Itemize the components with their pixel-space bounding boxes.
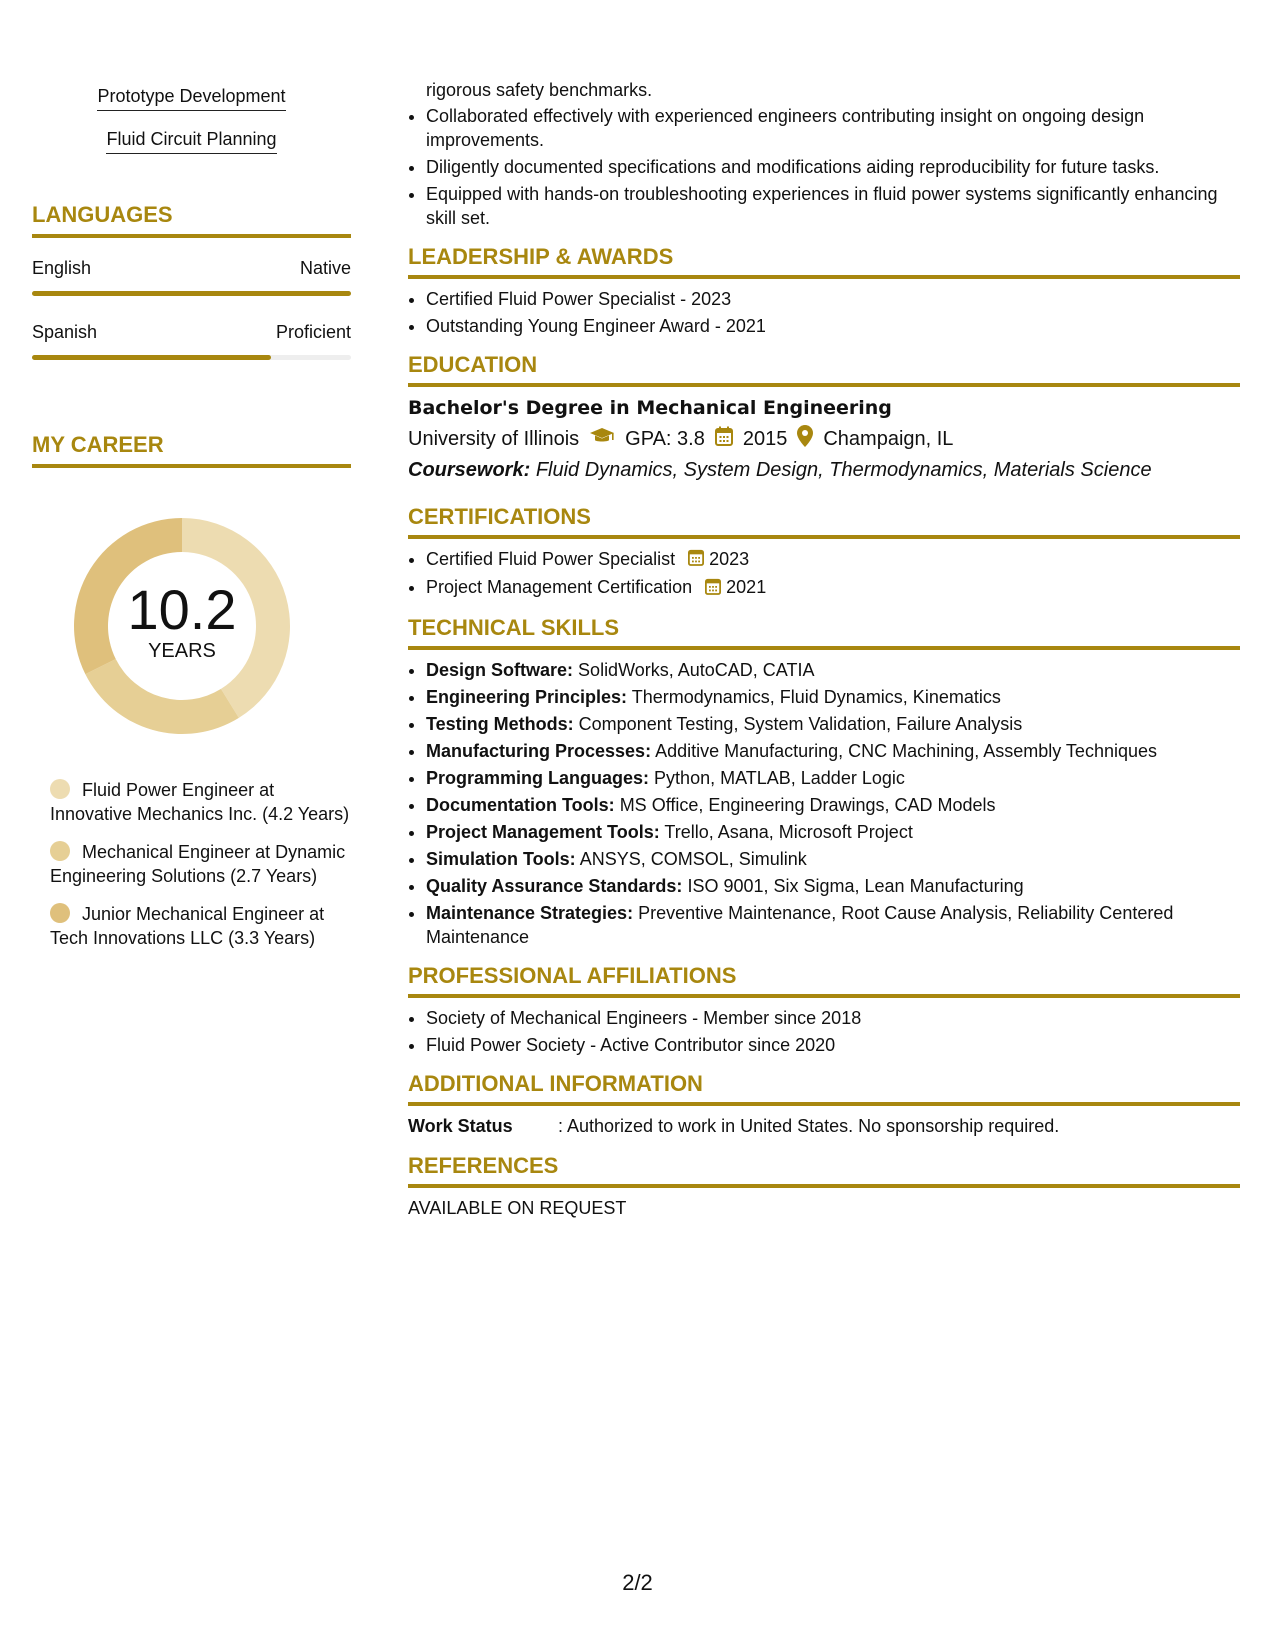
education-year: 2015	[742, 427, 788, 450]
language-english	[32, 258, 351, 296]
experience-bullet: • Collaborated effectively with experienced engineers contributing insight on ongoing design improvements.	[426, 104, 1240, 152]
skill-item	[426, 820, 1240, 844]
skill-label: Manufacturing Processes:	[426, 740, 652, 761]
skill-label: Maintenance Strategies:	[426, 902, 634, 923]
skill-label: Documentation Tools:	[426, 794, 615, 815]
references-text: AVAILABLE ON REQUEST	[408, 1197, 627, 1218]
career-donut	[66, 510, 298, 742]
skill-value: ANSYS, COMSOL, Simulink	[579, 848, 807, 869]
certification-item	[426, 575, 1240, 600]
career-role-label: Fluid Power Engineer at Innovative Mechanics Inc. (4.2 Years)	[50, 780, 350, 824]
legend-dot	[50, 841, 70, 861]
language-level: Native	[299, 258, 351, 278]
skill-label: Project Management Tools:	[426, 821, 660, 842]
affiliation-item: • Fluid Power Society - Active Contributor since 2020	[426, 1033, 1240, 1057]
skill-item	[426, 685, 1240, 709]
career-legend	[32, 778, 351, 950]
language-bar-fill	[32, 291, 351, 296]
additional-heading: ADDITIONAL INFORMATION	[408, 1071, 1240, 1106]
skill-item	[426, 739, 1240, 763]
experience-bullet: • Diligently documented specifications and modifications aiding reproducibility for future tasks.	[426, 155, 1240, 179]
career-total-unit: YEARS	[148, 640, 216, 662]
awards-heading: LEADERSHIP & AWARDS	[408, 244, 1240, 279]
right-column	[408, 78, 1240, 1219]
skill-value: Additive Manufacturing, CNC Machining, Assembly Techniques	[655, 740, 1157, 761]
experience-bullet: • Equipped with hands-on troubleshooting experiences in fluid power systems significantly enhancing skill set.	[426, 182, 1240, 230]
skill-item	[426, 712, 1240, 736]
coursework-value: Fluid Dynamics, System Design, Thermodynamics, Materials Science	[535, 459, 1152, 481]
skill-value: ISO 9001, Six Sigma, Lean Manufacturing	[687, 875, 1024, 896]
certification-name: Certified Fluid Power Specialist	[426, 549, 676, 569]
skill-value: Python, MATLAB, Ladder Logic	[654, 767, 905, 788]
skills-heading: TECHNICAL SKILLS	[408, 615, 1240, 650]
skill-label: Quality Assurance Standards:	[426, 875, 683, 896]
skill-value: Trello, Asana, Microsoft Project	[664, 821, 913, 842]
skill-value: Preventive Maintenance, Root Cause Analysis, Reliability Centered Maintenance	[426, 902, 1174, 947]
skill-item	[426, 847, 1240, 871]
coursework-label: Coursework:	[408, 459, 531, 481]
career-legend-item	[50, 840, 351, 888]
affiliations-heading: PROFESSIONAL AFFILIATIONS	[408, 963, 1240, 998]
language-bar	[32, 355, 351, 360]
skill-label: Simulation Tools:	[426, 848, 576, 869]
skill-tag: Prototype Development	[97, 86, 285, 111]
skill-item	[426, 793, 1240, 817]
skill-tag: Fluid Circuit Planning	[106, 129, 276, 154]
skill-tags	[32, 86, 351, 172]
location-pin-icon	[797, 425, 813, 453]
page-number: 2/2	[622, 1570, 653, 1595]
career-role-label: Mechanical Engineer at Dynamic Engineering Solutions (2.7 Years)	[50, 842, 346, 886]
language-spanish	[32, 322, 351, 360]
left-column	[32, 86, 351, 964]
skill-item	[426, 901, 1240, 949]
experience-continuation: rigorous safety benchmarks.	[426, 80, 653, 100]
skill-value: Component Testing, System Validation, Failure Analysis	[578, 713, 1023, 734]
legend-dot	[50, 779, 70, 799]
references-heading: REFERENCES	[408, 1153, 1240, 1188]
skill-item	[426, 874, 1240, 898]
career-role-label: Junior Mechanical Engineer at Tech Innovations LLC (3.3 Years)	[50, 904, 325, 948]
skill-item	[426, 658, 1240, 682]
work-status-value: : Authorized to work in United States. No sponsorship required.	[558, 1115, 1060, 1136]
languages-heading: LANGUAGES	[32, 202, 351, 238]
career-legend-item	[50, 902, 351, 950]
certifications-list	[408, 547, 1240, 601]
skill-label: Programming Languages:	[426, 767, 650, 788]
education-gpa: GPA: 3.8	[625, 427, 705, 450]
certifications-heading: CERTIFICATIONS	[408, 504, 1240, 539]
language-level: Proficient	[275, 322, 351, 342]
education-meta	[408, 425, 1240, 453]
skill-value: MS Office, Engineering Drawings, CAD Models	[619, 794, 996, 815]
education-location: Champaign, IL	[823, 427, 954, 450]
certification-year: 2021	[726, 577, 767, 598]
work-status-label: Work Status	[408, 1115, 513, 1136]
skill-item	[426, 766, 1240, 790]
calendar-icon	[715, 426, 733, 452]
certification-year: 2023	[709, 549, 750, 569]
career-legend-item	[50, 778, 351, 826]
certification-name: Project Management Certification	[426, 577, 693, 598]
certification-item	[426, 547, 1240, 572]
skill-label: Testing Methods:	[426, 713, 574, 734]
experience-bullets	[408, 104, 1240, 230]
graduation-cap-icon	[589, 427, 615, 451]
calendar-icon	[705, 577, 721, 601]
skill-value: SolidWorks, AutoCAD, CATIA	[578, 659, 815, 680]
skill-label: Design Software:	[426, 659, 574, 680]
education-heading: EDUCATION	[408, 352, 1240, 387]
language-bar	[32, 291, 351, 296]
affiliation-item: • Society of Mechanical Engineers - Member since 2018	[426, 1006, 1240, 1030]
award-item: • Outstanding Young Engineer Award - 2021	[426, 314, 1240, 338]
skill-label: Engineering Principles:	[426, 686, 628, 707]
skills-list	[408, 658, 1240, 949]
language-bar-fill	[32, 355, 271, 360]
education-coursework	[408, 459, 1240, 482]
awards-list	[408, 287, 1240, 338]
skill-value: Thermodynamics, Fluid Dynamics, Kinematics	[631, 686, 1001, 707]
language-name: Spanish	[32, 322, 98, 342]
affiliations-list	[408, 1006, 1240, 1057]
education-school: University of Illinois	[408, 427, 580, 450]
career-total-value: 10.2	[127, 578, 237, 641]
education-degree: Bachelor's Degree in Mechanical Engineering	[408, 397, 892, 419]
language-name: English	[32, 258, 92, 278]
work-status-row	[408, 1116, 1240, 1137]
career-heading: MY CAREER	[32, 432, 351, 468]
award-item: • Certified Fluid Power Specialist - 2023	[426, 287, 1240, 311]
legend-dot	[50, 903, 70, 923]
calendar-icon	[688, 548, 704, 572]
